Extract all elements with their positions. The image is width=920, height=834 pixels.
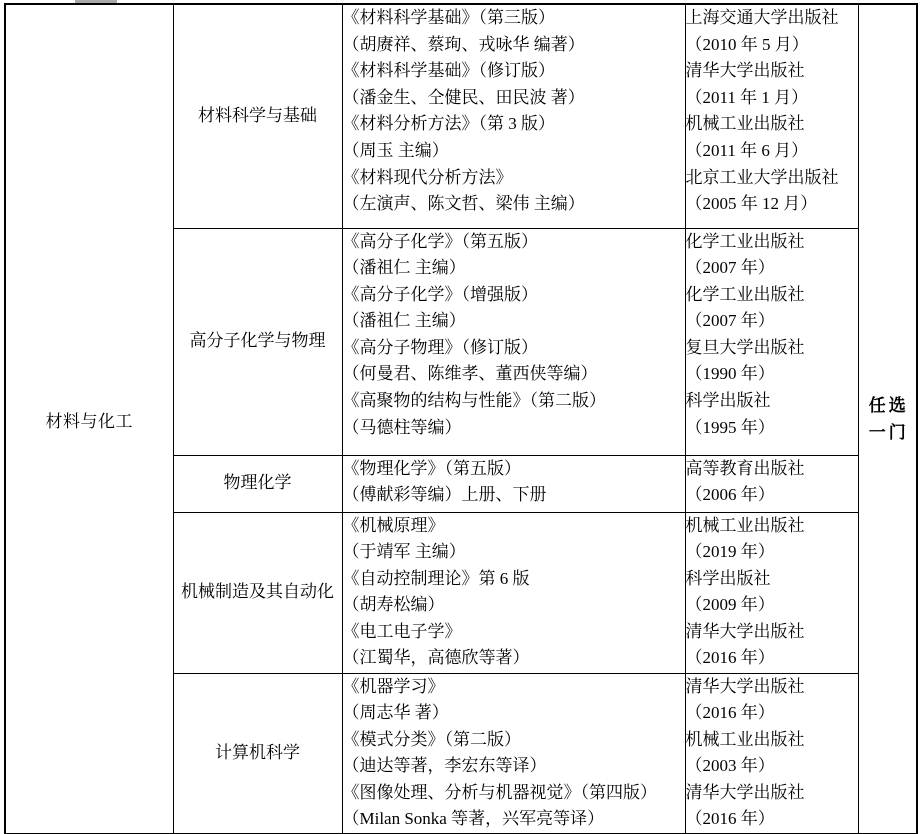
publisher-lines: [686, 456, 858, 509]
text-line: （2011 年 6 月）: [685, 140, 809, 160]
text-line: 高等教育出版社: [685, 458, 805, 478]
subject-cell: [173, 228, 342, 455]
text-line: 机械工业出版社: [685, 729, 805, 749]
publishers-cell: [685, 673, 858, 834]
subject-cell: [173, 4, 342, 228]
text-line: （马德柱等编）: [342, 417, 462, 437]
text-line: （2005 年 12 月）: [685, 194, 818, 214]
text-line: 复旦大学出版社: [685, 337, 805, 357]
text-line: （胡寿松编）: [342, 595, 445, 615]
text-line: 化学工业出版社: [685, 231, 805, 251]
subject-label: 高分子化学与物理: [189, 331, 326, 351]
books-cell: [342, 228, 685, 455]
text-line: 《材料分析方法》（第 3 版）: [342, 114, 555, 134]
category-cell: [5, 4, 173, 834]
text-line: 《图像处理、分析与机器视觉》（第四版）: [342, 782, 657, 802]
text-line: （潘祖仁 主编）: [342, 258, 466, 278]
text-line: 《物理化学》（第五版）: [342, 458, 521, 478]
text-line: （2006 年）: [685, 485, 775, 505]
book-lines: [343, 456, 685, 509]
text-line: （潘金生、仝健民、田民波 著）: [342, 87, 585, 107]
text-line: 《材料科学基础》（修订版）: [342, 61, 555, 81]
publishers-cell: [685, 455, 858, 512]
text-line: 《高分子化学》（第五版）: [342, 231, 538, 251]
text-line: （2011 年 1 月）: [685, 87, 809, 107]
text-line: 《机器学习》: [342, 676, 445, 696]
text-line: 《机械原理》: [342, 515, 445, 535]
book-lines: [343, 674, 685, 834]
note-label: [859, 392, 917, 446]
publishers-cell: [685, 228, 858, 455]
text-line: 上海交通大学出版社: [685, 8, 839, 27]
subject-label: 物理化学: [223, 473, 292, 493]
text-line: 《电工电子学》: [342, 621, 462, 641]
text-line: 科学出版社: [685, 391, 771, 411]
text-line: （1995 年）: [685, 417, 775, 437]
note-cell: [858, 4, 917, 834]
text-line: 《高聚物的结构与性能》（第二版）: [342, 391, 606, 411]
text-line: （2016 年）: [685, 648, 775, 668]
text-line: 清华大学出版社: [685, 61, 805, 81]
book-lines: [343, 229, 685, 442]
text-line: （胡赓祥、蔡珣、戎咏华 编著）: [342, 34, 585, 54]
text-line: （迪达等著，李宏东等译）: [342, 756, 547, 776]
subject-label: 机械制造及其自动化: [181, 582, 334, 602]
text-line: （何曼君、陈维孝、董西侠等编）: [342, 364, 598, 384]
publisher-lines: [686, 229, 858, 442]
text-line: （1990 年）: [685, 364, 775, 384]
subject-cell: [173, 673, 342, 834]
book-lines: [343, 5, 685, 218]
books-cell: [342, 455, 685, 512]
subject-label: 材料科学与基础: [198, 106, 317, 125]
books-cell: [342, 512, 685, 673]
text-line: 《自动控制理论》第 6 版: [342, 568, 530, 588]
book-lines: [343, 513, 685, 673]
publisher-lines: [686, 513, 858, 673]
subject-cell: [173, 455, 342, 512]
text-line: 清华大学出版社: [685, 621, 805, 641]
text-line: （潘祖仁 主编）: [342, 311, 466, 331]
reference-books-table: [4, 3, 918, 834]
text-line: 《模式分类》（第二版）: [342, 729, 521, 749]
text-line: （Milan Sonka 等著，兴军亮等译）: [342, 809, 605, 829]
text-line: 机械工业出版社: [685, 114, 805, 134]
text-line: （2003 年）: [685, 756, 775, 776]
subject-cell: [173, 512, 342, 673]
text-line: （2009 年）: [685, 595, 775, 615]
subject-label: 计算机科学: [215, 743, 300, 763]
text-line: 《材料现代分析方法》: [342, 167, 513, 187]
text-line: 科学出版社: [685, 568, 771, 588]
text-line: 《材料科学基础》（第三版）: [342, 8, 555, 27]
text-line: 化学工业出版社: [685, 284, 805, 304]
text-line: （2019 年）: [685, 542, 775, 562]
text-line: （2010 年 5 月）: [685, 34, 809, 54]
text-line: 清华大学出版社: [685, 676, 805, 696]
text-line: 机械工业出版社: [685, 515, 805, 535]
text-line: （周玉 主编）: [342, 140, 449, 160]
text-line: （江蜀华，高德欣等著）: [342, 648, 530, 668]
books-cell: [342, 4, 685, 228]
publishers-cell: [685, 512, 858, 673]
text-line: （2007 年）: [685, 258, 775, 278]
text-line: 任选: [868, 396, 909, 416]
publisher-lines: [686, 674, 858, 834]
text-line: （周志华 著）: [342, 703, 449, 723]
publishers-cell: [685, 4, 858, 228]
text-line: 北京工业大学出版社: [685, 167, 839, 187]
text-line: 一门: [868, 423, 909, 443]
text-line: （2007 年）: [685, 311, 775, 331]
text-line: 《高分子物理》（修订版）: [342, 337, 538, 357]
text-line: 《高分子化学》（增强版）: [342, 284, 538, 304]
text-line: 清华大学出版社: [685, 782, 805, 802]
text-line: （于靖军 主编）: [342, 542, 466, 562]
category-label: 材料与化工: [45, 411, 133, 431]
books-cell: [342, 673, 685, 834]
table-row: [5, 4, 917, 228]
text-line: （傅献彩等编）上册、下册: [342, 485, 547, 505]
text-line: （左演声、陈文哲、梁伟 主编）: [342, 194, 585, 214]
text-line: （2016 年）: [685, 809, 775, 829]
publisher-lines: [686, 5, 858, 218]
text-line: （2016 年）: [685, 703, 775, 723]
